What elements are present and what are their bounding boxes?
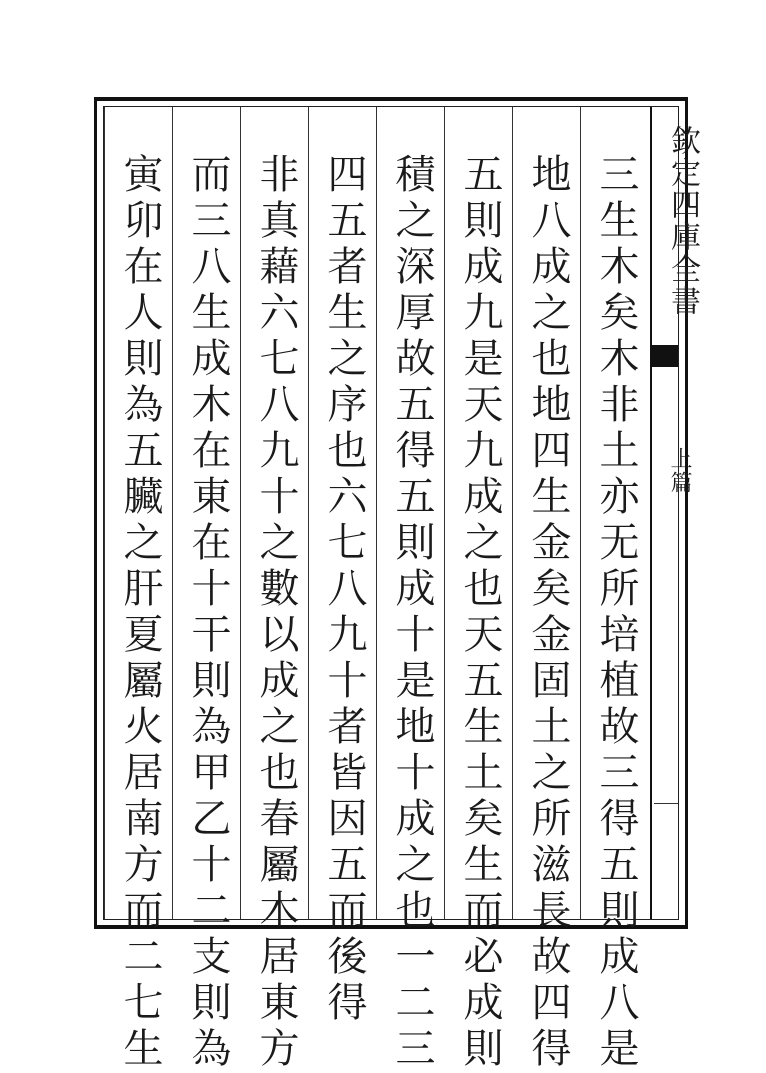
text-column-2: 地八成之也地四生金矣金固土之所滋長故四得 bbox=[525, 153, 571, 1073]
column-rule bbox=[172, 107, 173, 919]
column-rule bbox=[240, 107, 241, 919]
text-column-7: 而三八生成木在東在十干則為甲乙十二支則為 bbox=[185, 153, 231, 1073]
column-rule bbox=[308, 107, 309, 919]
fish-tail-mark bbox=[652, 345, 678, 367]
margin-column bbox=[650, 107, 700, 919]
text-column-8: 寅卯在人則為五臟之肝夏屬火居南方而二七生 bbox=[117, 153, 163, 1073]
column-rule bbox=[512, 107, 513, 919]
section-label: 上篇 bbox=[667, 447, 692, 495]
text-column-1: 三生木矣木非土亦无所培植故三得五則成八是 bbox=[593, 153, 639, 1073]
page-frame bbox=[94, 97, 700, 1073]
text-column-4: 積之深厚故五得五則成十是地十成之也一二三 bbox=[389, 153, 435, 1073]
text-column-6: 非真藉六七八九十之數以成之也春屬木居東方 bbox=[253, 153, 299, 1073]
inner-frame bbox=[103, 106, 700, 1073]
margin-rule bbox=[654, 803, 678, 804]
column-rule bbox=[376, 107, 377, 919]
column-rule bbox=[444, 107, 445, 919]
book-title: 欽定四庫全書 bbox=[665, 125, 700, 317]
column-rule bbox=[104, 107, 105, 919]
text-column-3: 五則成九是天九成之也天五生土矣生而必成則 bbox=[457, 153, 503, 1073]
text-column-5: 四五者生之序也六七八九十者皆因五而後得 bbox=[321, 153, 367, 1027]
column-rule bbox=[580, 107, 581, 919]
